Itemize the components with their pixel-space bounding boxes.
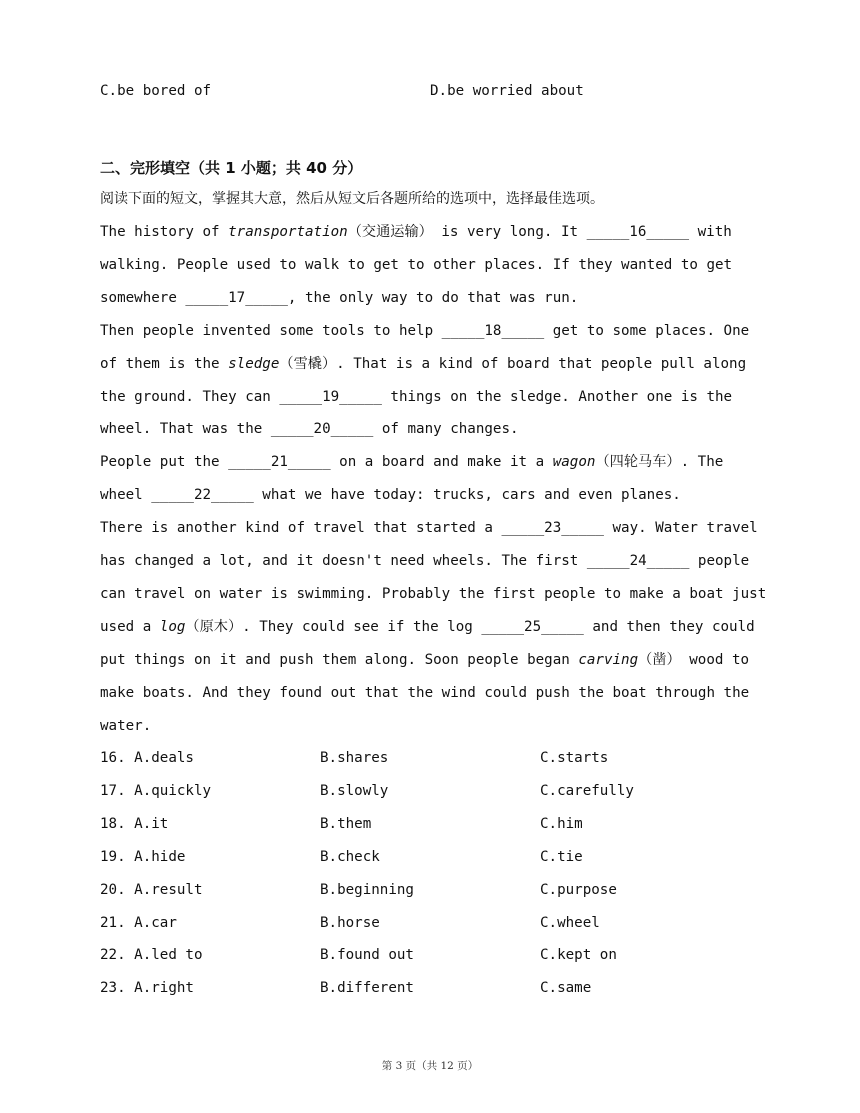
option-c: C.carefully bbox=[540, 782, 634, 799]
option-a: 18. A.it bbox=[100, 815, 169, 832]
option-b: B.different bbox=[320, 980, 414, 997]
option-a: 17. A.quickly bbox=[100, 782, 212, 799]
italic-term: carving bbox=[578, 651, 639, 668]
page-footer: 第 3 页（共 12 页） bbox=[381, 1060, 479, 1072]
option-b: B.beginning bbox=[320, 881, 414, 898]
passage-line: wheel _____22_____ what we have today: trucks, cars and even planes. bbox=[100, 487, 681, 504]
question-row bbox=[100, 913, 800, 933]
option-a: 19. A.hide bbox=[100, 848, 186, 865]
question-row bbox=[100, 945, 800, 965]
option-c: C.same bbox=[540, 980, 592, 997]
option-c: C.kept on bbox=[540, 947, 617, 964]
option-b: B.slowly bbox=[320, 782, 389, 799]
option-c: C.be bored of bbox=[100, 83, 212, 99]
option-d: D.be worried about bbox=[430, 83, 584, 99]
italic-term: sledge bbox=[228, 355, 280, 372]
passage-line: has changed a lot, and it doesn't need wheels. The first _____24_____ people bbox=[100, 553, 750, 569]
italic-term: wagon bbox=[552, 454, 596, 471]
option-c: C.him bbox=[540, 815, 583, 832]
passage-line: water. bbox=[100, 717, 152, 734]
option-b: B.found out bbox=[320, 947, 414, 964]
option-c: C.wheel bbox=[540, 914, 600, 931]
passage-line: walking. People used to walk to get to other places. If they wanted to get bbox=[100, 256, 733, 273]
option-a: 21. A.car bbox=[100, 914, 177, 931]
passage-line: People put the _____21_____ on a board and make it a wagon（四轮马车）. The bbox=[100, 454, 724, 471]
question-row bbox=[100, 748, 800, 768]
previous-question-options bbox=[100, 81, 800, 101]
question-row bbox=[100, 978, 800, 998]
italic-term: log bbox=[159, 618, 186, 635]
option-a: 22. A.led to bbox=[100, 947, 203, 964]
passage-line: used a log（原木）. They could see if the log _____25_____ and then they could bbox=[100, 618, 755, 635]
passage-line: of them is the sledge（雪橇）. That is a kind of board that people pull along bbox=[100, 355, 747, 372]
passage-line: put things on it and push them along. Soon people began carving（凿） wood to bbox=[100, 651, 750, 668]
passage-line: wheel. That was the _____20_____ of many changes. bbox=[100, 421, 519, 438]
passage-line: There is another kind of travel that started a _____23_____ way. Water travel bbox=[100, 520, 758, 537]
option-a: 20. A.result bbox=[100, 881, 203, 898]
passage-line: make boats. And they found out that the wind could push the boat through the bbox=[100, 684, 750, 701]
option-b: B.horse bbox=[320, 914, 380, 931]
question-row bbox=[100, 814, 800, 834]
option-a: 16. A.deals bbox=[100, 750, 194, 766]
option-c: C.purpose bbox=[540, 881, 617, 898]
question-row bbox=[100, 880, 800, 900]
section-instruction: 阅读下面的短文，掌握其大意，然后从短文后各题所给的选项中，选择最佳选项。 bbox=[100, 191, 604, 207]
option-b: B.check bbox=[320, 848, 380, 865]
passage-line: Then people invented some tools to help _____18_____ get to some places. One bbox=[100, 322, 750, 339]
passage-line: The history of transportation（交通运输） is very long. It _____16_____ with bbox=[100, 224, 732, 240]
option-c: C.tie bbox=[540, 848, 583, 865]
section-title: 二、完形填空（共 1 小题；共 40 分） bbox=[100, 159, 363, 177]
question-row bbox=[100, 847, 800, 867]
passage-line: the ground. They can _____19_____ things on the sledge. Another one is the bbox=[100, 388, 733, 405]
italic-term: transportation bbox=[228, 224, 348, 240]
passage-line: somewhere _____17_____, the only way to do that was run. bbox=[100, 289, 579, 306]
option-c: C.starts bbox=[540, 750, 609, 766]
question-row bbox=[100, 781, 800, 801]
passage-line: can travel on water is swimming. Probably the first people to make a boat just bbox=[100, 585, 767, 602]
option-b: B.them bbox=[320, 815, 372, 832]
option-b: B.shares bbox=[320, 750, 389, 766]
option-a: 23. A.right bbox=[100, 980, 194, 997]
